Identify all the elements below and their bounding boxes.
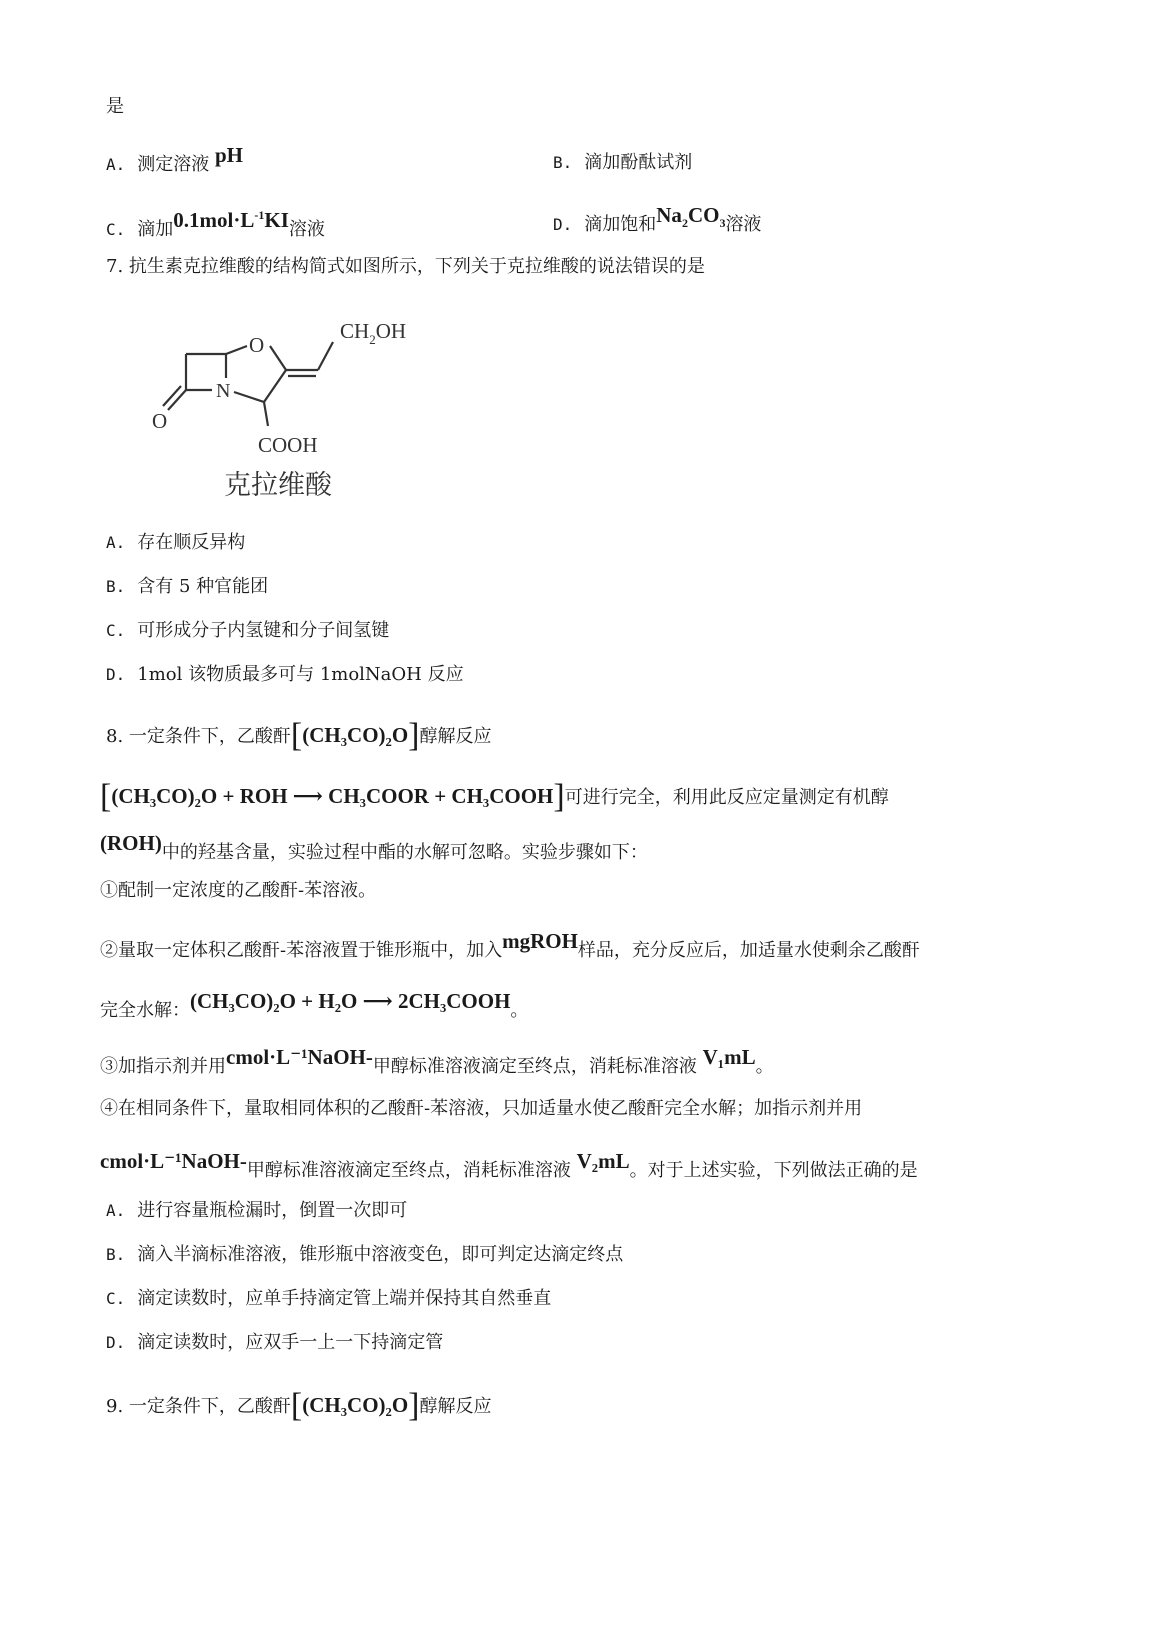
- q8-option-b: B. 滴入半滴标准溶液，锥形瓶中溶液变色，即可判定达滴定终点: [106, 1244, 624, 1265]
- structure-caption: 克拉维酸: [224, 470, 332, 500]
- q6-stem-tail: 是: [106, 96, 124, 117]
- q8-option-d: D. 滴定读数时，应双手一上一下持滴定管: [106, 1332, 444, 1353]
- q8-stem: 8. 一定条件下，乙酸酐[(CH₃CO)₂O]醇解反应: [106, 717, 492, 754]
- ring-oxygen-label: O: [249, 333, 265, 357]
- q8-step1: ①配制一定浓度的乙酸酐-苯溶液。: [100, 880, 377, 901]
- cooh-label: COOH: [258, 433, 318, 457]
- q7-option-a: A. 存在顺反异构: [106, 532, 246, 553]
- q8-reaction-line: [(CH₃CO)₂O + ROH ⟶ CH₃COOR + CH₃COOH]可进行完全，利用此反应定量测定有机醇: [100, 778, 889, 815]
- formula-alcoholysis-reaction: (CH₃CO)₂O + ROH ⟶ CH₃COOR + CH₃COOH: [111, 784, 554, 808]
- formula-ph: pH: [215, 143, 244, 167]
- ch2oh-label: $CH_2OH$: [340, 319, 407, 347]
- clavulanic-acid-structure: [150, 318, 450, 528]
- formula-hydrolysis: (CH₃CO)₂O + H₂O ⟶ 2CH₃COOH: [190, 989, 511, 1013]
- q6-option-c: C. 滴加$0.1mol\cdot L^{-1}KI$溶液: [106, 208, 325, 240]
- q6-option-d: D. 滴加饱和$Na_2CO_3$溶液: [553, 203, 762, 235]
- formula-v2: V₂mL: [576, 1149, 630, 1173]
- formula-naoh-conc: cmol·L⁻¹NaOH-: [226, 1045, 373, 1069]
- q8-step4-cont: cmol·L⁻¹NaOH-甲醇标准溶液滴定至终点，消耗标准溶液 V₂mL。对于上述实验，下列做法正确的是: [100, 1149, 918, 1181]
- q7-option-b: B. 含有 5 种官能团: [106, 576, 269, 597]
- formula-na2co3: $Na_2CO_3$: [656, 203, 726, 231]
- q6-option-b: B. 滴加酚酞试剂: [553, 152, 693, 173]
- q6-option-a: A. 测定溶液 pH: [106, 143, 244, 175]
- q7-stem: 7. 抗生素克拉维酸的结构简式如图所示，下列关于克拉维酸的说法错误的是: [106, 256, 705, 277]
- carbonyl-oxygen-label: O: [152, 409, 168, 433]
- formula-acetic-anhydride: (CH₃CO)₂O: [302, 723, 409, 747]
- q8-step4: ④在相同条件下，量取相同体积的乙酸酐-苯溶液，只加适量水使乙酸酐完全水解；加指示剂并用: [100, 1098, 863, 1119]
- q7-option-c: C. 可形成分子内氢键和分子间氢键: [106, 620, 390, 641]
- q8-option-c: C. 滴定读数时，应单手持滴定管上端并保持其自然垂直: [106, 1288, 552, 1309]
- q8-step3: ③加指示剂并用cmol·L⁻¹NaOH-甲醇标准溶液滴定至终点，消耗标准溶液 V₁mL。: [100, 1045, 774, 1077]
- formula-acetic-anhydride-q9: (CH₃CO)₂O: [302, 1393, 409, 1417]
- q7-option-d: D. 1mol 该物质最多可与 1molNaOH 反应: [106, 664, 464, 685]
- q8-step2-hydrolysis: 完全水解：(CH₃CO)₂O + H₂O ⟶ 2CH₃COOH。: [100, 989, 529, 1021]
- formula-v1: V₁mL: [702, 1045, 756, 1069]
- formula-naoh-conc-2: cmol·L⁻¹NaOH-: [100, 1149, 247, 1173]
- q9-stem: 9. 一定条件下，乙酸酐[(CH₃CO)₂O]醇解反应: [106, 1387, 492, 1424]
- q8-option-a: A. 进行容量瓶检漏时，倒置一次即可: [106, 1200, 408, 1221]
- nitrogen-label: N: [216, 380, 231, 402]
- q8-step2: ②量取一定体积乙酸酐-苯溶液置于锥形瓶中，加入mgROH样品，充分反应后，加适量水使剩余乙酸酐: [100, 929, 920, 961]
- formula-mgroh: mgROH: [502, 929, 578, 953]
- formula-roh: (ROH): [100, 831, 162, 855]
- formula-ki: $0.1mol\cdot L^{-1}KI$: [173, 208, 289, 232]
- q8-roh-line: (ROH)中的羟基含量，实验过程中酯的水解可忽略。实验步骤如下：: [100, 831, 648, 863]
